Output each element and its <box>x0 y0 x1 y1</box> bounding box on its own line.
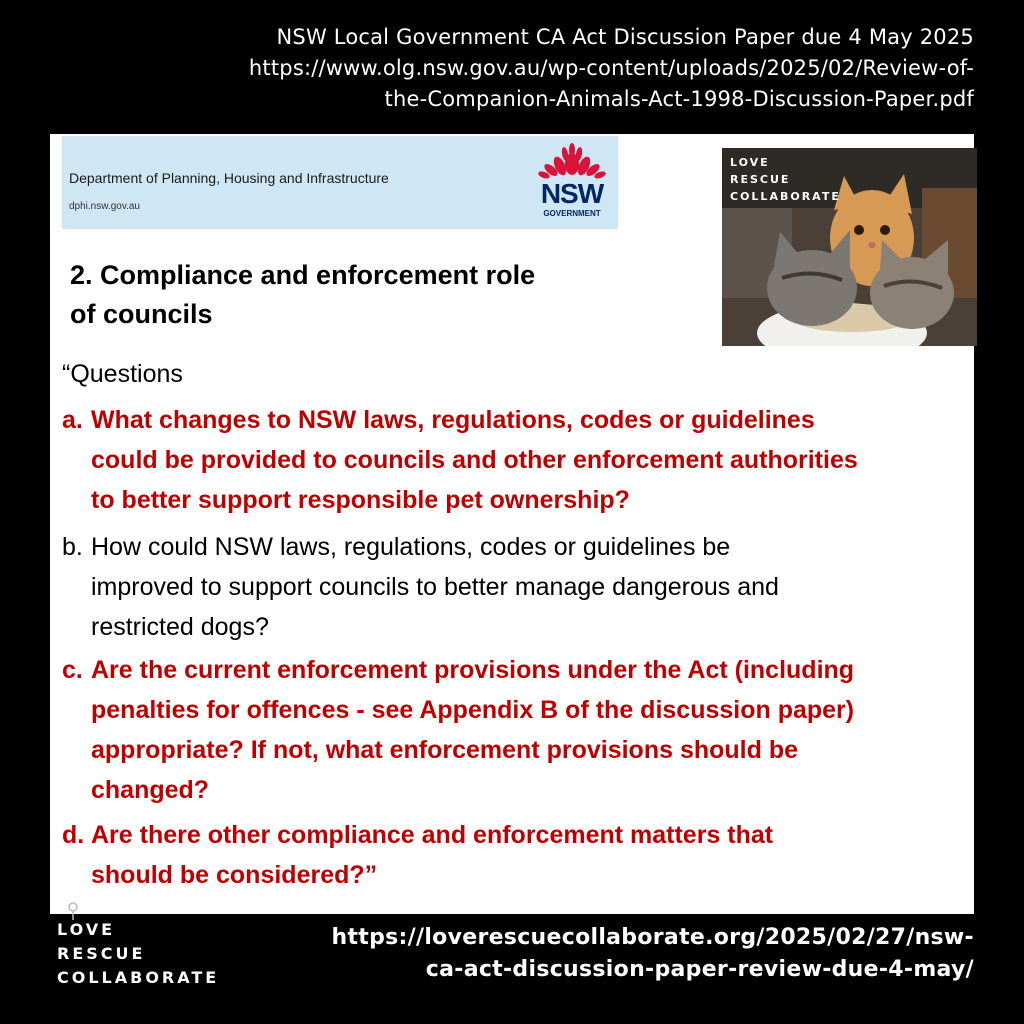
photo-logo-line-2: RESCUE <box>730 173 791 186</box>
photo-logo-line-1: LOVE <box>730 156 770 169</box>
question-d-line-1: Are there other compliance and enforcement matters that <box>91 821 774 849</box>
section-heading-line-2: of councils <box>70 299 213 329</box>
question-d-line-2: should be considered?” <box>91 861 378 889</box>
nsw-government-logo <box>534 142 610 224</box>
question-b-letter: b. <box>62 533 83 561</box>
question-a-letter: a. <box>62 406 83 434</box>
photo-watermark-logo <box>730 154 841 205</box>
caption-url-line-2[interactable]: the-Companion-Animals-Act-1998-Discussion-Paper.pdf <box>384 87 974 111</box>
footer-url-line-2[interactable]: ca-act-discussion-paper-review-due-4-may/ <box>425 957 974 982</box>
footer-url[interactable] <box>254 922 974 986</box>
question-d-letter: d. <box>62 821 85 849</box>
question-a-text <box>91 400 858 520</box>
question-d-text <box>91 815 773 895</box>
caption-url-line-1[interactable]: https://www.olg.nsw.gov.au/wp-content/uploads/2025/02/Review-of- <box>248 56 974 80</box>
waratah-icon <box>534 142 610 182</box>
footer-url-line-1[interactable]: https://loverescuecollaborate.org/2025/02/27/nsw- <box>331 925 974 950</box>
kitten-photo <box>722 148 977 346</box>
question-b-text <box>91 527 779 647</box>
department-banner <box>62 136 618 229</box>
question-a-line-1: What changes to NSW laws, regulations, codes or guidelines <box>91 406 815 434</box>
question-c-line-3: appropriate? If not, what enforcement provisions should be <box>91 736 799 764</box>
question-a-line-3: to better support responsible pet ownership? <box>91 486 630 514</box>
section-heading-line-1: 2. Compliance and enforcement role <box>70 260 536 290</box>
nsw-logo-subtitle: GOVERNMENT <box>543 209 601 218</box>
section-heading <box>70 256 670 334</box>
questions-intro: “Questions <box>62 360 183 388</box>
question-a-line-2: could be provided to councils and other enforcement authorities <box>91 446 858 474</box>
question-b-line-1: How could NSW laws, regulations, codes or guidelines be <box>91 533 731 561</box>
footer-logo <box>57 918 219 990</box>
question-c-letter: c. <box>62 656 83 684</box>
photo-logo-line-3: COLLABORATE <box>730 190 841 203</box>
department-name: Department of Planning, Housing and Infrastructure <box>69 170 389 186</box>
heart-pin-icon <box>65 902 81 922</box>
question-b-line-3: restricted dogs? <box>91 613 269 641</box>
caption-title: NSW Local Government CA Act Discussion Paper due 4 May 2025 <box>276 25 974 49</box>
footer-logo-line-2: RESCUE <box>57 944 146 963</box>
top-caption <box>34 22 974 115</box>
department-url: dphi.nsw.gov.au <box>69 201 140 212</box>
question-b-line-2: improved to support councils to better manage dangerous and <box>91 573 779 601</box>
question-c-text <box>91 650 854 810</box>
question-c-line-2: penalties for offences - see Appendix B of the discussion paper) <box>91 696 855 724</box>
nsw-logo-word: NSW <box>540 178 604 209</box>
footer-logo-line-3: COLLABORATE <box>57 968 220 987</box>
document-card <box>50 134 974 914</box>
question-c-line-1: Are the current enforcement provisions under the Act (including <box>91 656 855 684</box>
footer-logo-line-1: LOVE <box>57 920 116 939</box>
question-c-line-4: changed? <box>91 776 210 804</box>
